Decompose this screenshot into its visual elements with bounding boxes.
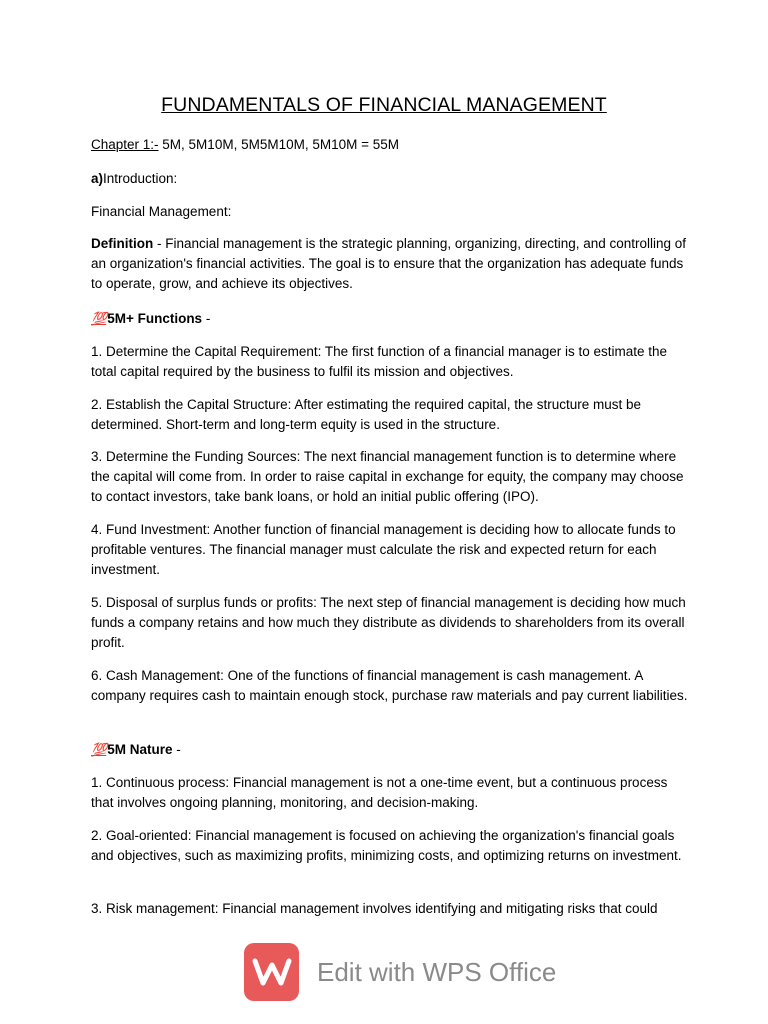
nature-heading [91, 740, 691, 760]
nature-item-1: 1. Continuous process: Financial management is not a one-time event, but a continuous process that involves ongoing planning, monitoring, and decision-making. [91, 775, 668, 811]
function-item-2: 2. Establish the Capital Structure: After estimating the required capital, the structure must be determined. Short-term and long-term equity is used in the structure. [91, 397, 642, 433]
intro-label: Introduction: [103, 171, 178, 186]
functions-heading-suffix: - [202, 311, 211, 326]
definition-label: Definition [91, 236, 154, 251]
nature-item-2: 2. Goal-oriented: Financial management is focused on achieving the organization's financial goals and objectives, such as maximizing profits, minimizing costs, and optimizing returns on investment. [91, 828, 682, 864]
wps-logo-icon [244, 943, 299, 1001]
document-title: FUNDAMENTALS OF FINANCIAL MANAGEMENT [161, 94, 607, 116]
function-item-1: 1. Determine the Capital Requirement: The first function of a financial manager is to estimate the total capital required by the business to fulfil its mission and objectives. [91, 344, 668, 380]
chapter-label: Chapter 1:- [91, 137, 159, 152]
nature-heading-suffix: - [172, 742, 181, 757]
hundred-points-icon: 💯 [91, 311, 107, 326]
chapter-line [91, 135, 691, 155]
fm-heading: Financial Management: [91, 204, 232, 219]
hundred-points-icon: 💯 [91, 742, 107, 757]
wps-watermark[interactable] [244, 943, 564, 1001]
function-item-6: 6. Cash Management: One of the functions of financial management is cash management. A company requires cash to maintain enough stock, purchase raw materials and pay current liabilities. [91, 668, 688, 704]
wps-watermark-text[interactable]: Edit with WPS Office [317, 956, 557, 987]
function-item-5: 5. Disposal of surplus funds or profits: The next step of financial management is deciding how much funds a company retains and how much they distribute as dividends to shareholders from its overall profit. [91, 595, 686, 651]
function-item-4: 4. Fund Investment: Another function of financial management is deciding how to allocate funds to profitable ventures. The financial manager must calculate the risk and expected return for each investment. [91, 522, 676, 578]
intro-prefix: a) [91, 171, 104, 186]
definition-text: - Financial management is the strategic planning, organizing, directing, and controlling of an organization's financial activities. The goal is to ensure that the organization has adequate funds to operate, grow, and achieve its objectives. [91, 236, 687, 292]
nature-heading-label: 5M Nature [107, 742, 173, 757]
intro-heading [91, 169, 691, 189]
function-item-3: 3. Determine the Funding Sources: The next financial management function is to determine where the capital will come from. In order to raise capital in exchange for equity, the company may choose to contact investors, take bank loans, or hold an initial public offering (IPO). [91, 449, 684, 505]
nature-item-3: 3. Risk management: Financial management involves identifying and mitigating risks that could [91, 901, 658, 916]
definition-paragraph [91, 234, 691, 295]
functions-heading-label: 5M+ Functions [107, 311, 203, 326]
chapter-marks: 5M, 5M10M, 5M5M10M, 5M10M = 55M [158, 137, 400, 152]
functions-heading [91, 309, 691, 329]
